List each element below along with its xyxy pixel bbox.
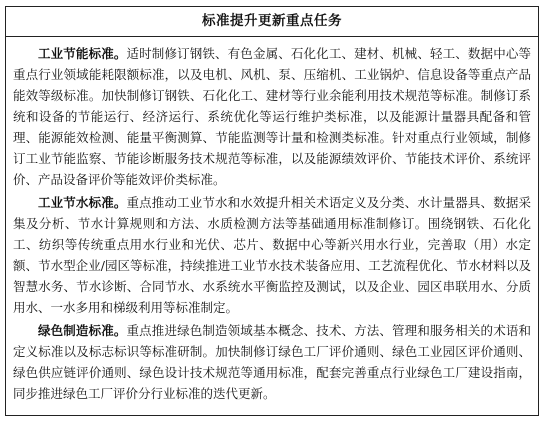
table-title: 标准提升更新重点任务 (6, 7, 538, 37)
section-lead: 绿色制造标准。 (38, 323, 127, 338)
task-table (5, 6, 539, 416)
section-industrial-energy-saving (13, 43, 531, 190)
section-lead: 工业节能标准。 (38, 46, 127, 61)
section-green-manufacturing (13, 320, 531, 404)
section-text: 重点推进绿色制造领域基本概念、技术、方法、管理和服务相关的术语和定义标准以及标志标识等标准研制。加快制修订绿色工厂评价通则、绿色工业园区评价通则、绿色供应链评价通则、绿色设计技术规范等通用标准，配套完善重点行业绿色工厂建设指南，同步推进绿色工厂评价分行业标准的迭代更新。 (13, 323, 531, 401)
section-text: 适时制修订钢铁、有色金属、石化化工、建材、机械、轻工、数据中心等重点行业领域能耗限额标准，以及电机、风机、泵、压缩机、工业锅炉、信息设备等重点产品能效等级标准。加快制修订钢铁、石化化工、建材等行业余能利用技术规范等标准。制修订系统和设备的节能运行、经济运行、系统优化等运行维护类标准，以及能源计量器具配备和管理、能源能效检测、能量平衡测算、节能监测等计量和检测类标准。针对重点行业领域，制修订工业节能监察、节能诊断服务技术规范等标准，以及能源绩效评价、节能技术评价、系统评价、产品设备评价等能效评价类标准。 (13, 46, 531, 187)
section-industrial-water-saving (13, 192, 531, 318)
table-body (6, 37, 538, 404)
section-text: 重点推动工业节水和水效提升相关术语定义及分类、水计量器具、数据采集及分析、节水计算规则和方法、水质检测方法等基础通用标准制修订。围绕钢铁、石化化工、纺织等传统重点用水行业和光伏、芯片、数据中心等新兴用水行业，完善取（用）水定额、节水型企业/园区等标准，持续推进工业节水技术装备应用、工艺流程优化、节水材料以及智慧水务、节水诊断、合同节水、水系统水平衡监控及测试，以及企业、园区串联用水、分质用水、一水多用和梯级利用等标准制定。 (13, 195, 531, 315)
section-lead: 工业节水标准。 (38, 195, 127, 210)
